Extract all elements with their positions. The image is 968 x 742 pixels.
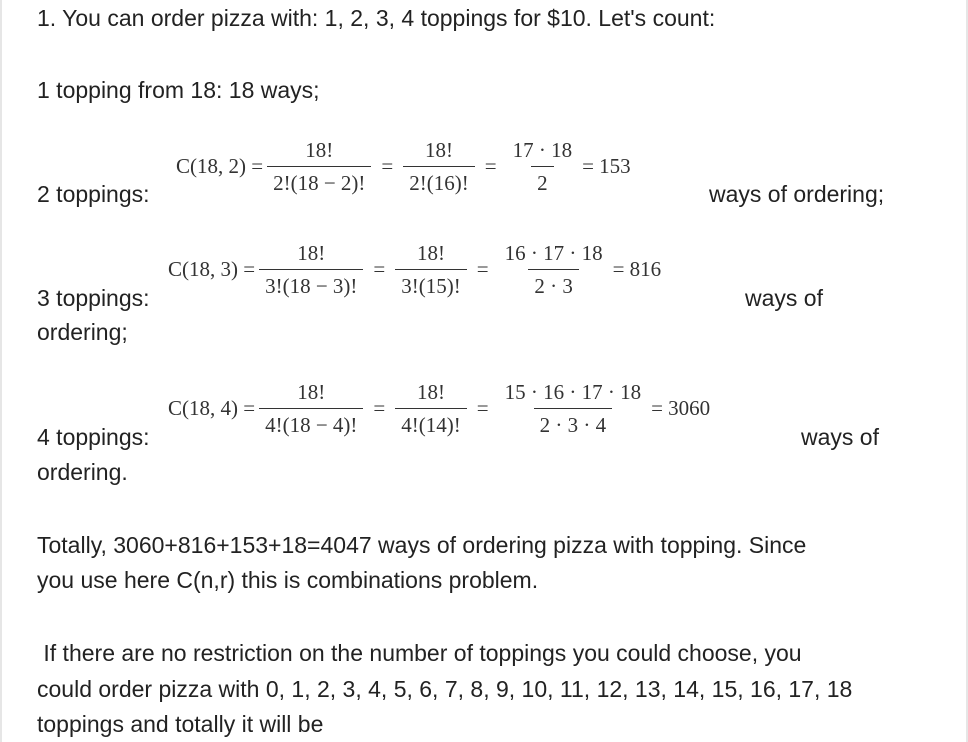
equation-result: = 153 <box>582 154 631 178</box>
fraction <box>403 139 474 194</box>
fraction <box>259 242 363 297</box>
left-border <box>0 0 2 742</box>
denominator: 2 · 3 <box>528 269 579 297</box>
denominator: 2 <box>531 166 554 194</box>
denominator: 3!(15)! <box>395 269 466 297</box>
numerator: 17 · 18 <box>512 138 573 162</box>
one-topping-line: 1 topping from 18: 18 ways; <box>37 77 320 103</box>
fraction <box>507 139 579 194</box>
four-toppings-tail: ways of <box>801 424 879 450</box>
denominator: 3!(18 − 3)! <box>259 269 363 297</box>
denominator: 2!(18 − 2)! <box>267 166 371 194</box>
two-toppings-tail: ways of ordering; <box>709 181 885 207</box>
four-toppings-label: 4 toppings: <box>37 424 150 450</box>
denominator: 4!(18 − 4)! <box>259 408 363 436</box>
denominator: 4!(14)! <box>395 408 466 436</box>
fraction <box>259 381 363 436</box>
four-toppings-continuation: ordering. <box>37 459 128 485</box>
no-restriction-line-3: toppings and totally it will be <box>37 711 324 737</box>
equation-result: = 816 <box>612 257 662 281</box>
equals-sign: = <box>373 257 386 281</box>
numerator: 18! <box>425 138 453 162</box>
equals-sign: = <box>484 154 497 178</box>
numerator: 18! <box>417 241 445 265</box>
denominator: 2!(16)! <box>403 166 474 194</box>
equation-lhs: C(18, 4) = <box>168 396 256 420</box>
equals-sign: = <box>476 396 489 420</box>
fraction <box>395 381 466 436</box>
numerator: 18! <box>297 241 326 265</box>
total-line-2: you use here C(n,r) this is combinations problem. <box>37 567 539 593</box>
numerator: 18! <box>417 380 445 404</box>
fraction <box>499 381 647 436</box>
equation-two-toppings <box>176 139 631 194</box>
fraction <box>267 139 371 194</box>
equation-four-toppings <box>168 381 710 436</box>
three-toppings-continuation: ordering; <box>37 319 128 345</box>
fraction <box>499 242 609 297</box>
numerator: 16 · 17 · 18 <box>504 241 603 265</box>
equation-three-toppings <box>168 242 661 297</box>
equals-sign: = <box>373 396 386 420</box>
equals-sign: = <box>381 154 394 178</box>
no-restriction-line-1: If there are no restriction on the number of toppings you could choose, you <box>37 640 802 666</box>
numerator: 18! <box>297 380 326 404</box>
equation-lhs: C(18, 2) = <box>176 154 264 178</box>
three-toppings-tail: ways of <box>745 285 823 311</box>
equation-result: = 3060 <box>651 396 711 420</box>
two-toppings-label: 2 toppings: <box>37 181 150 207</box>
numerator: 18! <box>305 138 334 162</box>
equation-lhs: C(18, 3) = <box>168 257 256 281</box>
numerator: 15 · 16 · 17 · 18 <box>504 380 642 404</box>
fraction <box>395 242 466 297</box>
total-line-1: Totally, 3060+816+153+18=4047 ways of ordering pizza with topping. Since <box>37 532 807 558</box>
no-restriction-line-2: could order pizza with 0, 1, 2, 3, 4, 5, 6, 7, 8, 9, 10, 11, 12, 13, 14, 15, 16, 17, 18 <box>37 676 853 702</box>
denominator: 2 · 3 · 4 <box>534 408 613 436</box>
equals-sign: = <box>476 257 489 281</box>
intro-line: 1. You can order pizza with: 1, 2, 3, 4 toppings for $10. Let's count: <box>37 5 716 31</box>
three-toppings-label: 3 toppings: <box>37 285 150 311</box>
